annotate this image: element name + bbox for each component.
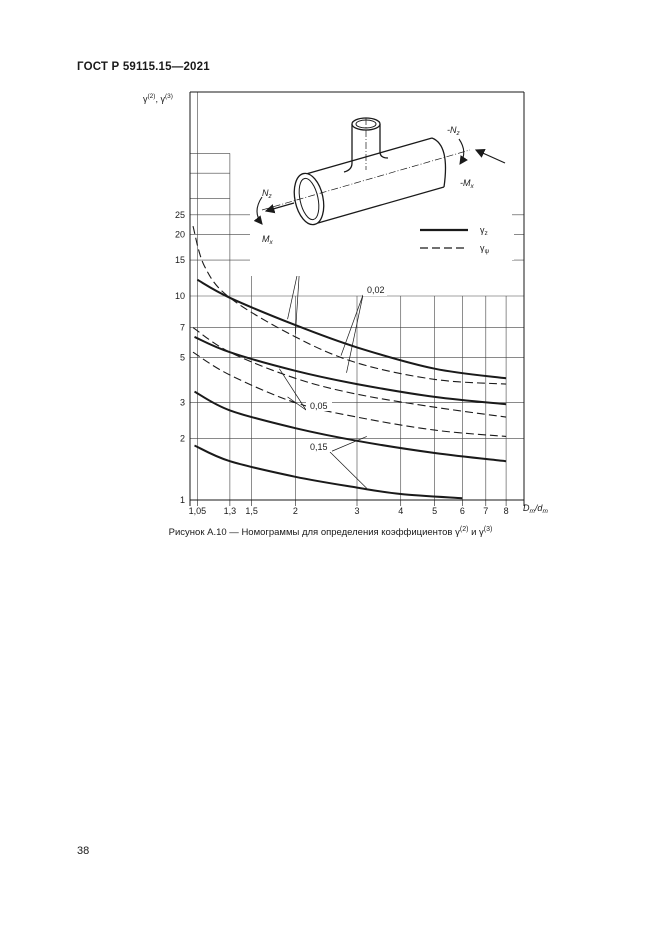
label-mx-left: $M_x$: [262, 234, 273, 246]
x-tick-label-2: 1,5: [245, 506, 258, 516]
y-axis-label: $\gamma^{(2)}$, $\gamma^{(3)}$: [143, 93, 173, 104]
y-tick-label-1: 2: [179, 433, 185, 444]
y-tick-label-4: 7: [179, 322, 185, 333]
leader-line-5: [288, 397, 306, 410]
y-tick-label-3: 5: [179, 352, 185, 363]
x-tick-label-3: 2: [292, 506, 298, 516]
caption-mid: и γ: [468, 527, 484, 539]
caption-sup-2: (3): [483, 526, 493, 533]
x-tick-label-6: 5: [432, 506, 438, 516]
document-header: ГОСТ Р 59115.15—2021: [77, 61, 210, 73]
annotation-ss-015: 0,15: [310, 442, 328, 452]
leader-line-4: [279, 369, 306, 410]
x-tick-label-1: 1,3: [223, 506, 237, 516]
series-line-6: [195, 446, 463, 499]
y-tick-label-0: 1: [179, 495, 185, 505]
y-tick-label-2: 3: [179, 397, 185, 408]
y-tick-label-6: 15: [174, 255, 185, 266]
x-tick-label-5: 4: [398, 506, 404, 516]
series-line-4: [195, 392, 507, 462]
annotation-ss-005: 0,05: [310, 401, 328, 411]
x-tick-label-9: 8: [503, 506, 509, 516]
chart-legend: [414, 222, 514, 260]
legend-label-gz: $\gamma_z$: [480, 225, 488, 237]
y-tick-label-7: 20: [174, 229, 185, 240]
x-tick-label-8: 7: [483, 506, 489, 516]
page-number: 38: [77, 845, 90, 857]
y-tick-label-8: 25: [174, 209, 185, 220]
x-axis-label: $D_m/d_m$: [523, 503, 548, 515]
label-nz-right: $-N_z$: [447, 125, 460, 137]
x-tick-label-4: 3: [354, 506, 360, 516]
caption-sup-1: (2): [459, 526, 469, 533]
label-mx-right: $-M_x$: [460, 178, 474, 190]
y-tick-label-5: 10: [174, 291, 185, 301]
x-tick-label-0: 1,05: [188, 506, 207, 516]
series-line-0: [197, 280, 506, 379]
caption-text: Рисунок А.10 — Номограммы для определения коэффициентов γ: [168, 527, 460, 539]
series-line-5: [193, 352, 506, 436]
legend-label-gpsi: $\gamma_\psi$: [480, 243, 490, 255]
series-line-2: [195, 337, 507, 404]
annotation-ss-002: 0,02: [367, 285, 385, 295]
figure-caption: [0, 526, 661, 538]
label-nz-left: $N_z$: [262, 188, 272, 200]
x-tick-label-7: 6: [459, 506, 465, 516]
leader-line-7: [330, 452, 367, 488]
